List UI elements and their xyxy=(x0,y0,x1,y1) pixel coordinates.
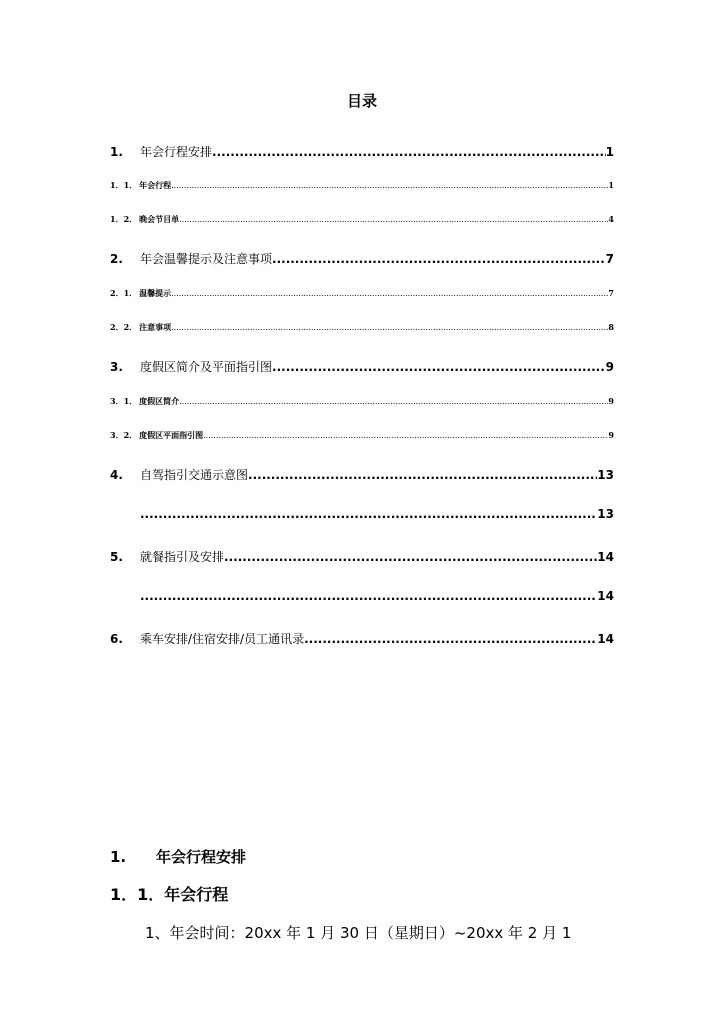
heading-text: 年会行程安排 xyxy=(156,848,247,866)
toc-dot-leader xyxy=(212,145,606,159)
toc-entry-page: 14 xyxy=(597,632,614,646)
toc-entry-number: 3. xyxy=(110,360,123,374)
toc-entry[interactable] xyxy=(110,548,614,565)
toc-entry[interactable] xyxy=(110,288,614,299)
toc-dot-leader xyxy=(248,468,597,482)
toc-dot-leader xyxy=(272,360,606,374)
toc-dot-leader xyxy=(171,181,608,190)
toc-entry-number: 1．1． xyxy=(110,180,138,190)
toc-entry-number: 6. xyxy=(110,632,123,646)
toc-entry-page: 1 xyxy=(608,180,614,190)
toc-dot-leader xyxy=(140,507,597,521)
toc-entry-number: 3．1． xyxy=(110,396,138,406)
toc-entry-label: 度假区简介 xyxy=(139,396,180,406)
toc-dot-leader xyxy=(272,252,606,266)
toc-entry-label: 乘车安排/住宿安排/员工通讯录 xyxy=(140,632,305,646)
toc-entry[interactable] xyxy=(110,396,614,407)
toc-entry-label: 年会温馨提示及注意事项 xyxy=(140,252,273,266)
toc-dot-leader xyxy=(171,323,608,332)
toc-dot-leader xyxy=(140,589,597,603)
toc-entry[interactable] xyxy=(110,630,614,647)
toc-entry-number: 2. xyxy=(110,252,123,266)
toc-dot-leader xyxy=(203,431,608,440)
toc-entry-page: 7 xyxy=(608,288,614,298)
toc-entry-label: 度假区平面指引图 xyxy=(139,430,204,440)
toc-dot-leader xyxy=(304,632,597,646)
toc-entry-page: 7 xyxy=(605,252,614,266)
toc-dot-leader xyxy=(224,550,597,564)
toc-entry-label: 注意事项 xyxy=(139,322,172,332)
toc-entry-page: 9 xyxy=(608,430,614,440)
toc-entry[interactable] xyxy=(110,322,614,333)
toc-title: 目录 xyxy=(346,92,377,110)
toc-entry-page: 9 xyxy=(608,396,614,406)
toc-entry-label: 年会行程 xyxy=(139,180,172,190)
section-heading-1 xyxy=(110,846,246,867)
toc-entry-label: 温馨提示 xyxy=(139,288,172,298)
toc-entry-page: 9 xyxy=(605,360,614,374)
toc-entry-number: 1. xyxy=(110,145,123,159)
toc-entry-number: 2．1． xyxy=(110,288,138,298)
toc-entry-label: 度假区简介及平面指引图 xyxy=(140,360,273,374)
toc-entry-page: 13 xyxy=(597,468,614,482)
toc-entry-page: 4 xyxy=(608,214,614,224)
heading-number: 1. xyxy=(110,848,127,866)
toc-entry-number: 1．2． xyxy=(110,214,138,224)
toc-entry-page: 8 xyxy=(608,322,614,332)
toc-entry-label: 自驾指引交通示意图 xyxy=(140,468,249,482)
toc-entry[interactable] xyxy=(110,430,614,441)
toc-entry-number: 4. xyxy=(110,468,123,482)
toc-entry[interactable] xyxy=(110,507,614,521)
toc-entry-number: 2．2． xyxy=(110,322,138,332)
toc-dot-leader xyxy=(179,397,608,406)
toc-entry[interactable] xyxy=(110,466,614,483)
toc-entry-label: 年会行程安排 xyxy=(140,145,213,159)
toc-entry[interactable] xyxy=(110,358,614,375)
toc-entry[interactable] xyxy=(110,250,614,267)
toc-entry[interactable] xyxy=(110,180,614,191)
toc-entry-page: 14 xyxy=(597,589,614,603)
toc-entry-page: 1 xyxy=(605,145,614,159)
toc-entry-label: 晚会节目单 xyxy=(139,214,180,224)
toc-entry[interactable] xyxy=(110,589,614,603)
toc-dot-leader xyxy=(179,215,608,224)
toc-entry-label: 就餐指引及安排 xyxy=(140,550,225,564)
toc-entry[interactable] xyxy=(110,214,614,225)
toc-entry-number: 3．2． xyxy=(110,430,138,440)
body-paragraph: 1、年会时间：20xx 年 1 月 30 日（星期日）~20xx 年 2 月 1 xyxy=(145,924,572,942)
toc-entry[interactable] xyxy=(110,143,614,160)
toc-dot-leader xyxy=(171,289,608,298)
toc-entry-page: 14 xyxy=(597,550,614,564)
toc-entry-page: 13 xyxy=(597,507,614,521)
section-heading-1-1: 1．1．年会行程 xyxy=(110,885,229,904)
toc-entry-number: 5. xyxy=(110,550,123,564)
